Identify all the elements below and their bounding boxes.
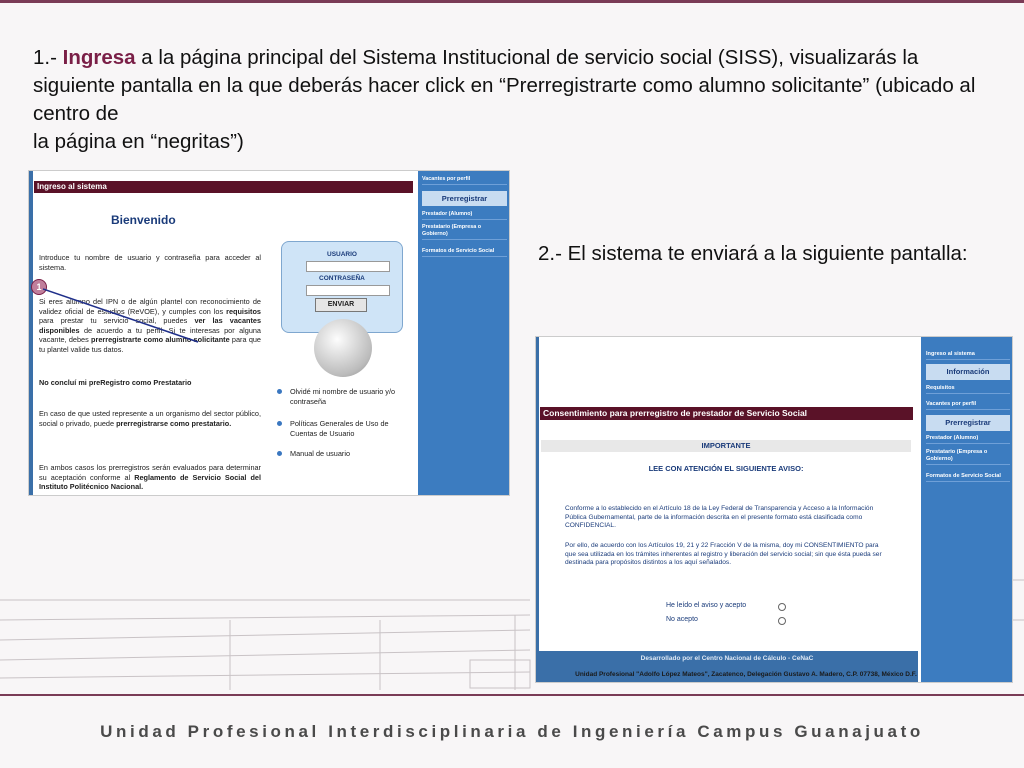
bullet-icon (277, 421, 282, 426)
para3-a: En ambos casos los prerregistros serán evaluados para determinar su aceptación conforme al (39, 463, 261, 482)
enviar-label: ENVIAR (327, 301, 355, 308)
user-label: USUARIO (327, 251, 357, 258)
policies-link[interactable]: Políticas Generales de Uso de Cuentas de Usuario (290, 419, 389, 438)
screenshot-login-page (28, 170, 510, 496)
screenshot-consent-page (535, 336, 1013, 683)
evaluation-paragraph (39, 463, 261, 492)
screen1-title: Ingreso al sistema (34, 181, 413, 193)
reglamento-link[interactable]: Reglamento de Servicio Social del Instituto Politécnico Nacional. (39, 472, 261, 491)
manual-link[interactable]: Manual de usuario (290, 449, 351, 458)
step1-text: a la página principal del Sistema Institucional de servicio social (SISS), visualizarás la siguiente pantalla en la que deberás hacer click en “Prerregistrarte como alumno solicitante” (ubicado al centro de (33, 46, 976, 125)
sidebar-header-informacion: Información (926, 364, 1010, 380)
intro-text: Introduce tu nombre de usuario y contraseña para acceder al sistema. (39, 253, 261, 272)
username-input[interactable] (306, 261, 390, 272)
screen2-title: Consentimiento para prerregistro de prestador de Servicio Social (540, 407, 913, 420)
reject-radio[interactable] (778, 617, 786, 625)
warning-heading: LEE CON ATENCIÓN EL SIGUIENTE AVISO: (648, 464, 804, 473)
enviar-button[interactable] (315, 298, 367, 312)
step1-line4: la página en “negritas”) (33, 130, 244, 153)
bullet-icon (277, 389, 282, 394)
pointer-arrow (43, 287, 203, 347)
sidebar-item-prestatario[interactable]: Prestatario (Empresa o Gobierno) (926, 448, 1010, 465)
institution-footer: Unidad Profesional Interdisciplinaria de Ingeniería Campus Guanajuato (100, 722, 924, 741)
bullet-icon (277, 451, 282, 456)
para1-b: para prestar tu servicio social, puedes (39, 316, 195, 325)
sidebar-header-prerregistrar: Prerregistrar (926, 415, 1010, 431)
step-marker: 1 (31, 279, 47, 295)
reject-label: No acepto (666, 616, 698, 623)
password-label: CONTRASEÑA (319, 275, 365, 282)
globe-icon (314, 319, 372, 377)
vacantes-link[interactable]: ver las vacantes disponibles (39, 316, 261, 335)
welcome-heading: Bienvenido (111, 213, 176, 227)
para1-c: de acuerdo a tu perfil. Si te interesas por alguna vacante, debes (39, 325, 261, 344)
sidebar-header-prerregistrar: Prerregistrar (422, 191, 507, 206)
footer-address: Unidad Profesional "Adolfo López Mateos", Zacatenco, Delegación Gustavo A. Madero, C.P. 07738, México D.F. (575, 671, 917, 678)
top-rule (0, 0, 1024, 3)
requisitos-link[interactable]: requisitos (226, 306, 261, 316)
forgot-credentials-link[interactable]: Olvidé mi nombre de usuario y/o contraseña (290, 387, 396, 406)
sidebar-item-prestador[interactable]: Prestador (Alumno) (926, 434, 1010, 444)
left-border (29, 171, 33, 495)
sidebar-item-prestatario[interactable]: Prestatario (Empresa o Gobierno) (422, 223, 507, 240)
prestatario-paragraph (39, 409, 261, 428)
para1-a: Si eres alumno del IPN o de algún plantel con reconocimiento de validez oficial de estudios (ReVOE), y cumples con los (39, 297, 261, 316)
consent-para1: Conforme a lo establecido en el Artículo 18 de la Ley Federal de Transparencia y Acceso a la Información Pública Gubernamental, parte de la información descrita en el presente formato está clasificada como CONFIDENCIAL. (565, 505, 874, 530)
para1-d: para que tu plantel valide tus datos. (39, 335, 261, 354)
sidebar-item-ingreso[interactable]: Ingreso al sistema (926, 350, 1010, 360)
step1-highlight: Ingresa (62, 46, 136, 69)
accept-radio[interactable] (778, 603, 786, 611)
para2-a: En caso de que usted represente a un organismo del sector público, social o privado, puede (39, 409, 261, 428)
sidebar-item-formatos[interactable]: Formatos de Servicio Social (926, 472, 1010, 482)
sidebar-item-formatos[interactable]: Formatos de Servicio Social (422, 247, 507, 257)
step1-instructions (33, 44, 993, 156)
accept-label: He leído el aviso y acepto (666, 602, 747, 609)
step1-number: 1.- (33, 46, 63, 69)
consent-para2: Por ello, de acuerdo con los Artículos 19, 21 y 22 Fracción V de la misma, doy mi CONSENTIMIENTO para que sea utilizada en los trámites inherentes al registro y liberación del servicio social; sin que ésta pueda ser destinada para propósitos distintos a los aquí señalados. (565, 542, 882, 567)
no-concluido-link[interactable]: No concluí mi preRegistro como Prestatario (39, 378, 192, 387)
sidebar-item-vacantes[interactable]: Vacantes por perfil (926, 400, 1010, 410)
sidebar-item-requisitos[interactable]: Requisitos (926, 384, 1010, 394)
prestatario-link[interactable]: prerregistrarse como prestatario. (116, 418, 232, 428)
footer-credit: Desarrollado por el Centro Nacional de Cálculo - CeNaC (640, 655, 814, 662)
footer-rule (0, 694, 1024, 696)
password-input[interactable] (306, 285, 390, 296)
step2-instructions: 2.- El sistema te enviará a la siguiente pantalla: (538, 242, 968, 265)
sidebar-item-prestador[interactable]: Prestador (Alumno) (422, 210, 507, 220)
important-banner: IMPORTANTE (541, 440, 911, 452)
prerregistrarte-link[interactable]: prerregistrarte como alumno solicitante (91, 335, 230, 344)
sidebar-item-vacantes[interactable]: Vacantes por perfil (422, 175, 507, 185)
left-border (536, 337, 539, 682)
